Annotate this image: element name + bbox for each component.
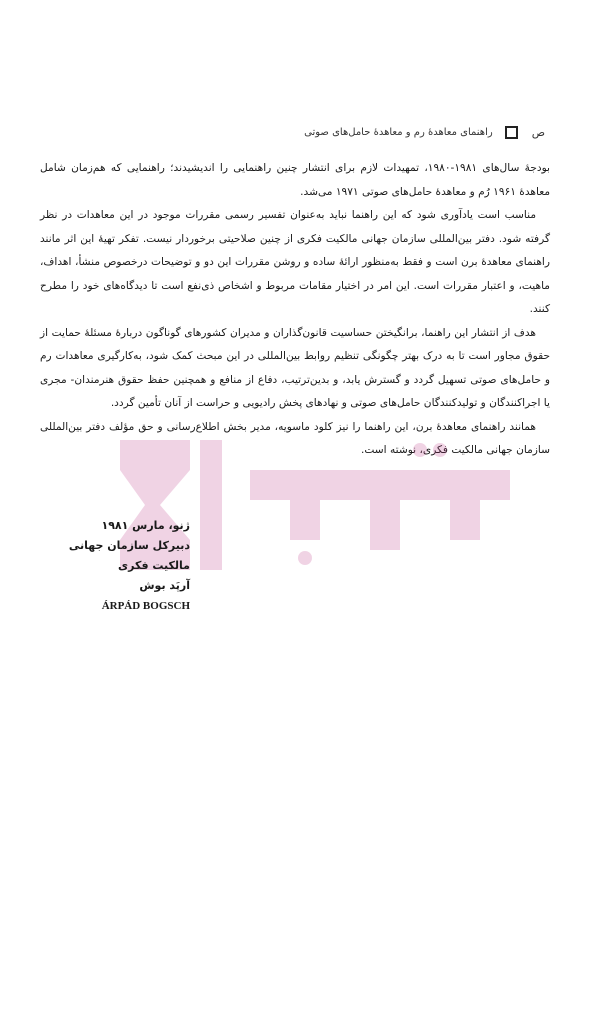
signature-name-persian: آرپَد بوش [139, 579, 190, 592]
square-icon [505, 126, 518, 139]
page-number-label: ص [531, 125, 545, 139]
paragraph-2: مناسب است یادآوری شود که این راهنما نباید به‌عنوان تفسیر رسمی مقررات موجود در این معاهدات در نظر گرفته شود. دفتر بین‌المللی سازمان جهانی مالکیت فکری از چنین صلاحیتی برخوردار نیست. تفکر تهیهٔ این اثر مانند راهنمای معاهدهٔ برن است و فقط به‌منظور ارائهٔ ساده و روشن مقررات این دو و توضیحات درخصوص منشأ، اهداف، ماهیت، و اعتبار مقررات است. این امر در اختیار مقامات مربوط و اشخاص ذی‌نفع است تا دیدگاه‌های خود را مطرح کنند. [40, 209, 550, 315]
paragraph-3: هدف از انتشار این راهنما، برانگیختن حساسیت قانون‌گذاران و مدیران کشورهای گوناگون دربارهٔ مسئلهٔ حمایت از حقوق مجاور است تا به درک بهتر چگونگی تنظیم روابط بین‌المللی در این مبحث کمک شود، به‌کارگیری معاهدات رم و حامل‌های صوتی تسهیل گردد و گسترش یابد، و بدین‌ترتیب، دفاع از منافع و همچنین حفظ حقوق هنرمندان- مجری یا اجراکنندگان و تولیدکنندگان حامل‌های صوتی و نهادهای پخش رادیویی و حراست از آنان تأمین گردد. [40, 326, 550, 409]
signature-date: ژنو، مارس ۱۹۸۱ [101, 519, 190, 532]
paragraph-4: همانند راهنمای معاهدهٔ برن، این راهنما را نیز کلود ماسویه، مدیر بخش اطلاع‌رسانی و حق مؤلف دفتر بین‌المللی سازمان جهانی مالکیت فکری، نوشته است. [40, 420, 550, 456]
signature-name-latin: ÁRPÁD BOGSCH [101, 600, 190, 612]
running-title: راهنمای معاهدهٔ رم و معاهدهٔ حامل‌های صوتی [304, 126, 493, 138]
paragraph-1: بودجهٔ سال‌های ۱۹۸۱-۱۹۸۰، تمهیدات لازم برای انتشار چنین راهنمایی را اندیشیدند؛ راهنمایی که هم‌زمان شامل معاهدهٔ ۱۹۶۱ رُم و معاهدهٔ حامل‌های صوتی ۱۹۷۱ می‌شد. [40, 162, 551, 198]
signature-block [40, 516, 190, 616]
running-header [40, 120, 545, 144]
body-text [40, 157, 550, 463]
signature-role: دبیرکل سازمان جهانی مالکیت فکری [68, 539, 190, 572]
